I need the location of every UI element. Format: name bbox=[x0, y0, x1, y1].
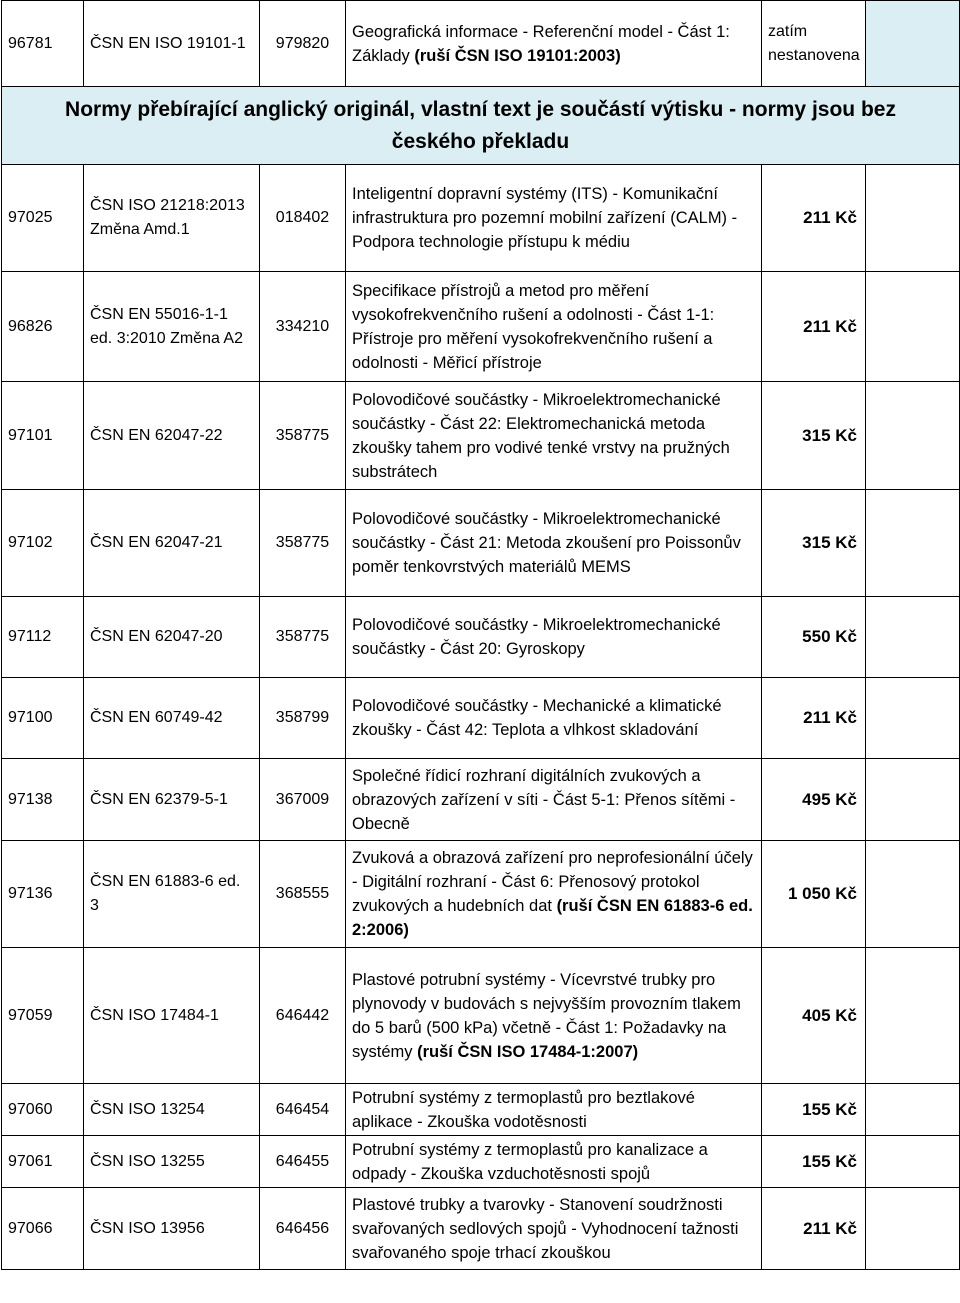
side-blank bbox=[866, 490, 960, 597]
side-blank bbox=[866, 1188, 960, 1270]
row-price: 211 Kč bbox=[762, 272, 866, 382]
top-row bbox=[2, 1, 960, 87]
row-description bbox=[346, 1084, 762, 1136]
side-blank bbox=[866, 759, 960, 841]
row-description bbox=[346, 272, 762, 382]
row-standard bbox=[84, 272, 260, 382]
row-description bbox=[346, 382, 762, 490]
table-row bbox=[2, 1136, 960, 1188]
standard-line-1: ČSN ISO 13956 bbox=[90, 1219, 205, 1237]
row-standard bbox=[84, 1188, 260, 1270]
row-cat: 96781 bbox=[2, 1, 84, 87]
row-standard bbox=[84, 490, 260, 597]
row-code: 368555 bbox=[260, 841, 346, 948]
row-price: 211 Kč bbox=[762, 678, 866, 759]
table-row bbox=[2, 1188, 960, 1270]
row-standard bbox=[84, 165, 260, 272]
row-price: 155 Kč bbox=[762, 1136, 866, 1188]
side-blank bbox=[866, 1136, 960, 1188]
row-code: 646442 bbox=[260, 948, 346, 1084]
standard-line-1: ČSN EN 60749-42 bbox=[90, 709, 223, 726]
row-price: 315 Kč bbox=[762, 382, 866, 490]
row-description bbox=[346, 759, 762, 841]
row-description bbox=[346, 841, 762, 948]
description-text: Zvuková a obrazová zařízení pro neprofesionální účely - Digitální rozhraní - Část 6: Přenosový protokol zvukových a hudebních dat bbox=[352, 849, 753, 915]
row-price: 211 Kč bbox=[762, 165, 866, 272]
row-code: 646455 bbox=[260, 1136, 346, 1188]
side-blank bbox=[866, 597, 960, 678]
row-cat: 96826 bbox=[2, 272, 84, 382]
table-row bbox=[2, 1084, 960, 1136]
standard-line-2: ed. 3:2010 Změna A2 bbox=[90, 329, 243, 347]
row-cat: 97138 bbox=[2, 759, 84, 841]
standard-line-1: ČSN EN 62047-20 bbox=[90, 628, 223, 645]
row-standard bbox=[84, 1084, 260, 1136]
row-cat: 97112 bbox=[2, 597, 84, 678]
description-text: Plastové potrubní systémy - Vícevrstvé trubky pro plynovody v budovách s nejvyšším provozním tlakem do 5 barů (500 kPa) včetně - Část 1: Požadavky na systémy bbox=[352, 970, 741, 1061]
standard-line-1: ČSN EN 62047-21 bbox=[90, 534, 223, 551]
row-cat: 97025 bbox=[2, 165, 84, 272]
row-price-status: zatím nestanovena bbox=[762, 1, 866, 87]
norms-table bbox=[1, 0, 960, 1270]
standard-line-1: ČSN EN 55016-1-1 bbox=[90, 305, 228, 323]
row-description bbox=[346, 678, 762, 759]
row-standard bbox=[84, 948, 260, 1084]
row-code: 334210 bbox=[260, 272, 346, 382]
row-cat: 97101 bbox=[2, 382, 84, 490]
side-blank bbox=[866, 165, 960, 272]
row-title: Geografická informace - Referenční model - Část 1: Základy (ruší ČSN ISO 19101:2003) bbox=[346, 1, 762, 87]
side-blank bbox=[866, 948, 960, 1084]
table-row bbox=[2, 490, 960, 597]
description-text: Potrubní systémy z termoplastů pro beztlakové aplikace - Zkouška vodotěsnosti bbox=[352, 1088, 695, 1131]
row-description bbox=[346, 165, 762, 272]
table-row bbox=[2, 272, 960, 382]
row-code: 646454 bbox=[260, 1084, 346, 1136]
description-text: Inteligentní dopravní systémy (ITS) - Komunikační infrastruktura pro pozemní mobilní zařízení (CALM) - Podpora technologie přístupu k médiu bbox=[352, 185, 738, 251]
table-row bbox=[2, 841, 960, 948]
side-blank bbox=[866, 382, 960, 490]
side-blank bbox=[866, 272, 960, 382]
standard-line-1: ČSN ISO 13254 bbox=[90, 1100, 205, 1118]
row-price: 495 Kč bbox=[762, 759, 866, 841]
row-price: 315 Kč bbox=[762, 490, 866, 597]
row-standard bbox=[84, 1136, 260, 1188]
row-standard bbox=[84, 597, 260, 678]
row-code: 018402 bbox=[260, 165, 346, 272]
row-cat: 97100 bbox=[2, 678, 84, 759]
standard-line-2: Změna Amd.1 bbox=[90, 221, 190, 238]
row-cat: 97136 bbox=[2, 841, 84, 948]
row-price: 211 Kč bbox=[762, 1188, 866, 1270]
description-text: Potrubní systémy z termoplastů pro kanalizace a odpady - Zkouška vzduchotěsnosti spojů bbox=[352, 1140, 708, 1183]
row-description bbox=[346, 1188, 762, 1270]
row-price: 550 Kč bbox=[762, 597, 866, 678]
row-code: 979820 bbox=[260, 1, 346, 87]
description-text: Plastové trubky a tvarovky - Stanovení soudržnosti svařovaných sedlových spojů - Vyhodnocení tažnosti svařovaného spoje trhací zkouškou bbox=[352, 1195, 739, 1262]
description-text: Společné řídicí rozhraní digitálních zvukových a obrazových zařízení v síti - Část 5-1: Přenos sítěmi - Obecně bbox=[352, 766, 736, 833]
description-text: Polovodičové součástky - Mikroelektromechanické součástky - Část 21: Metoda zkoušení pro Poissonův poměr tenkovrstvých materiálů MEMS bbox=[352, 510, 741, 576]
table-row bbox=[2, 597, 960, 678]
row-code: 358799 bbox=[260, 678, 346, 759]
standard-line-1: ČSN EN 62047-22 bbox=[90, 426, 223, 444]
row-standard: ČSN EN ISO 19101-1 bbox=[84, 1, 260, 87]
description-replaces: (ruší ČSN EN 61883-6 ed. 2:2006) bbox=[352, 897, 753, 939]
standard-line-1: ČSN EN 61883-6 ed. bbox=[90, 873, 241, 890]
row-standard bbox=[84, 759, 260, 841]
row-code: 358775 bbox=[260, 382, 346, 490]
row-standard bbox=[84, 841, 260, 948]
row-description bbox=[346, 490, 762, 597]
row-price: 405 Kč bbox=[762, 948, 866, 1084]
row-price: 1 050 Kč bbox=[762, 841, 866, 948]
side-blank bbox=[866, 841, 960, 948]
row-description bbox=[346, 948, 762, 1084]
row-standard bbox=[84, 382, 260, 490]
row-cat: 97059 bbox=[2, 948, 84, 1084]
row-description bbox=[346, 597, 762, 678]
row-code: 367009 bbox=[260, 759, 346, 841]
row-description bbox=[346, 1136, 762, 1188]
table-row bbox=[2, 759, 960, 841]
standard-line-1: ČSN ISO 17484-1 bbox=[90, 1006, 219, 1024]
standard-line-2: 3 bbox=[90, 897, 99, 914]
row-code: 358775 bbox=[260, 490, 346, 597]
row-code: 358775 bbox=[260, 597, 346, 678]
description-text: Polovodičové součástky - Mikroelektromechanické součástky - Část 22: Elektromechanická metoda zkoušky tahem pro vodivé tenké vrstvy na pružných substrátech bbox=[352, 390, 730, 481]
row-price: 155 Kč bbox=[762, 1084, 866, 1136]
row-cat: 97102 bbox=[2, 490, 84, 597]
section-header bbox=[2, 87, 960, 165]
side-shade bbox=[866, 1, 960, 87]
row-cat: 97066 bbox=[2, 1188, 84, 1270]
description-text: Specifikace přístrojů a metod pro měření vysokofrekvenčního rušení a odolnosti - Část 1-1: Přístroje pro měření vysokofrekvenčního rušení a odolnosti - Měřicí přístroje bbox=[352, 281, 715, 372]
section-heading: Normy přebírající anglický originál, vlastní text je součástí výtisku - normy jsou bez českého překladu bbox=[2, 87, 960, 165]
table-row bbox=[2, 382, 960, 490]
row-standard bbox=[84, 678, 260, 759]
description-replaces: (ruší ČSN ISO 17484-1:2007) bbox=[417, 1042, 639, 1061]
description-text: Polovodičové součástky - Mikroelektromechanické součástky - Část 20: Gyroskopy bbox=[352, 616, 721, 658]
side-blank bbox=[866, 678, 960, 759]
row-cat: 97061 bbox=[2, 1136, 84, 1188]
row-code: 646456 bbox=[260, 1188, 346, 1270]
table-row bbox=[2, 165, 960, 272]
side-blank bbox=[866, 1084, 960, 1136]
standard-line-1: ČSN ISO 13255 bbox=[90, 1152, 205, 1170]
standard-line-1: ČSN ISO 21218:2013 bbox=[90, 197, 245, 214]
row-cat: 97060 bbox=[2, 1084, 84, 1136]
standard-line-1: ČSN EN 62379-5-1 bbox=[90, 790, 228, 808]
description-text: Polovodičové součástky - Mechanické a klimatické zkoušky - Část 42: Teplota a vlhkost skladování bbox=[352, 697, 722, 739]
table-row bbox=[2, 678, 960, 759]
table-row bbox=[2, 948, 960, 1084]
